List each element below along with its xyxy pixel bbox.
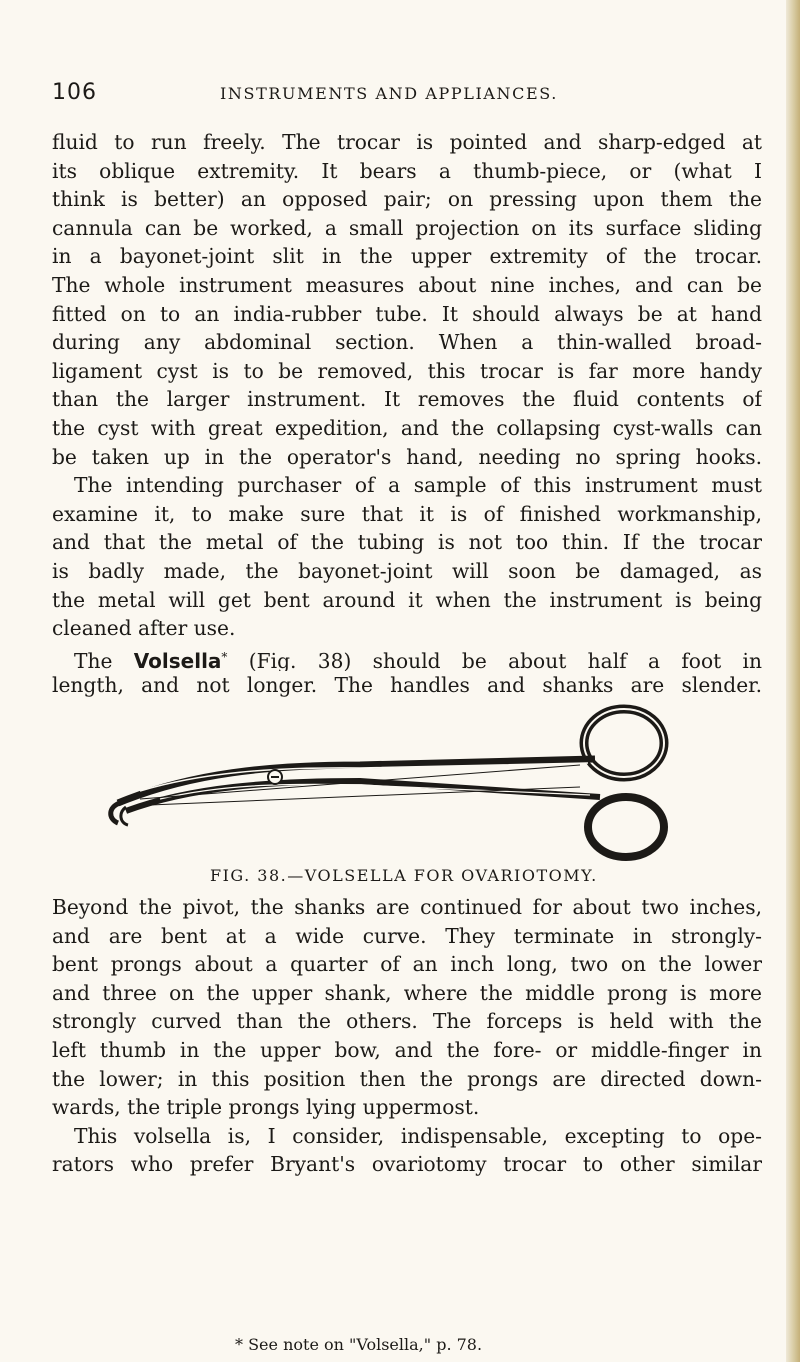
volsella-line — [52, 643, 762, 672]
text-line: and three on the upper shank, where the middle prong is more — [52, 980, 762, 1005]
prongs — [111, 803, 120, 823]
text-line: wards, the triple prongs lying uppermost. — [52, 1095, 480, 1120]
text-line: This volsella is, I consider, indispensable, excepting to ope- — [74, 1123, 762, 1148]
text-line: during any abdominal section. When a thin-walled broad- — [52, 330, 762, 355]
volsella-rest: (Fig. 38) should be about half a foot in — [248, 648, 762, 672]
text-line: Beyond the pivot, the shanks are continued for about two inches, — [52, 895, 762, 919]
lower-ring-handle — [588, 797, 664, 857]
text-line: ligament cyst is to be removed, this trocar is far more handy — [52, 358, 762, 383]
volsella-illustration — [100, 695, 680, 865]
text-line: bent prongs about a quarter of an inch long, two on the lower — [52, 952, 762, 977]
running-head: INSTRUMENTS AND APPLIANCES. — [220, 84, 558, 103]
upper-ring-highlight — [584, 709, 664, 777]
text-line: the cyst with great expedition, and the collapsing cyst-walls can — [52, 415, 762, 440]
text-line: the lower; in this position then the prongs are directed down- — [52, 1066, 762, 1091]
footnote-marker: * — [221, 649, 228, 664]
text-line: fitted on to an india-rubber tube. It should always be at hand — [52, 301, 762, 326]
text-line: is badly made, the bayonet-joint will soon be damaged, as — [52, 558, 762, 583]
text-line: cleaned after use. — [52, 616, 236, 641]
text-line: fluid to run freely. The trocar is pointed and sharp-edged at — [52, 130, 762, 154]
text-line: be taken up in the operator's hand, needing no spring hooks. — [52, 444, 762, 469]
text-line: in a bayonet-joint slit in the upper extremity of the trocar. — [52, 244, 762, 269]
text-line: its oblique extremity. It bears a thumb-piece, or (what I — [52, 158, 762, 183]
volsella-lead: The — [74, 648, 113, 672]
text-line: examine it, to make sure that it is of finished workmanship, — [52, 501, 762, 526]
text-line: cannula can be worked, a small projection on its surface sliding — [52, 215, 762, 240]
paragraph-block-top — [52, 128, 762, 700]
footnote: * See note on "Volsella," p. 78. — [235, 1335, 483, 1354]
page-edge — [786, 0, 800, 1362]
volsella-figure — [100, 695, 680, 865]
text-line: think is better) an opposed pair; on pressing upon them the — [52, 187, 762, 212]
text-line: the metal will get bent around it when the instrument is being — [52, 587, 762, 612]
text-line: The whole instrument measures about nine inches, and can be — [52, 272, 762, 297]
upper-shank-highlight — [140, 763, 588, 791]
text-line: strongly curved than the others. The forceps is held with the — [52, 1009, 762, 1034]
text-line: than the larger instrument. It removes the fluid contents of — [52, 387, 762, 412]
page-header — [52, 80, 752, 110]
figure-caption: FIG. 38.—VOLSELLA FOR OVARIOTOMY. — [210, 866, 598, 885]
text-line: left thumb in the upper bow, and the fore- or middle-finger in — [52, 1037, 762, 1062]
text-line: The intending purchaser of a sample of this instrument must — [74, 473, 762, 498]
paragraph-block-bottom — [52, 893, 762, 1179]
text-line: rators who prefer Bryant's ovariotomy trocar to other similar — [52, 1152, 762, 1177]
text-line: and that the metal of the tubing is not too thin. If the trocar — [52, 530, 762, 555]
page-number: 106 — [52, 80, 97, 105]
text-line: length, and not longer. The handles and shanks are slender. — [52, 673, 762, 698]
volsella-term: Volsella — [133, 648, 222, 672]
text-line: and are bent at a wide curve. They terminate in strongly- — [52, 923, 762, 948]
